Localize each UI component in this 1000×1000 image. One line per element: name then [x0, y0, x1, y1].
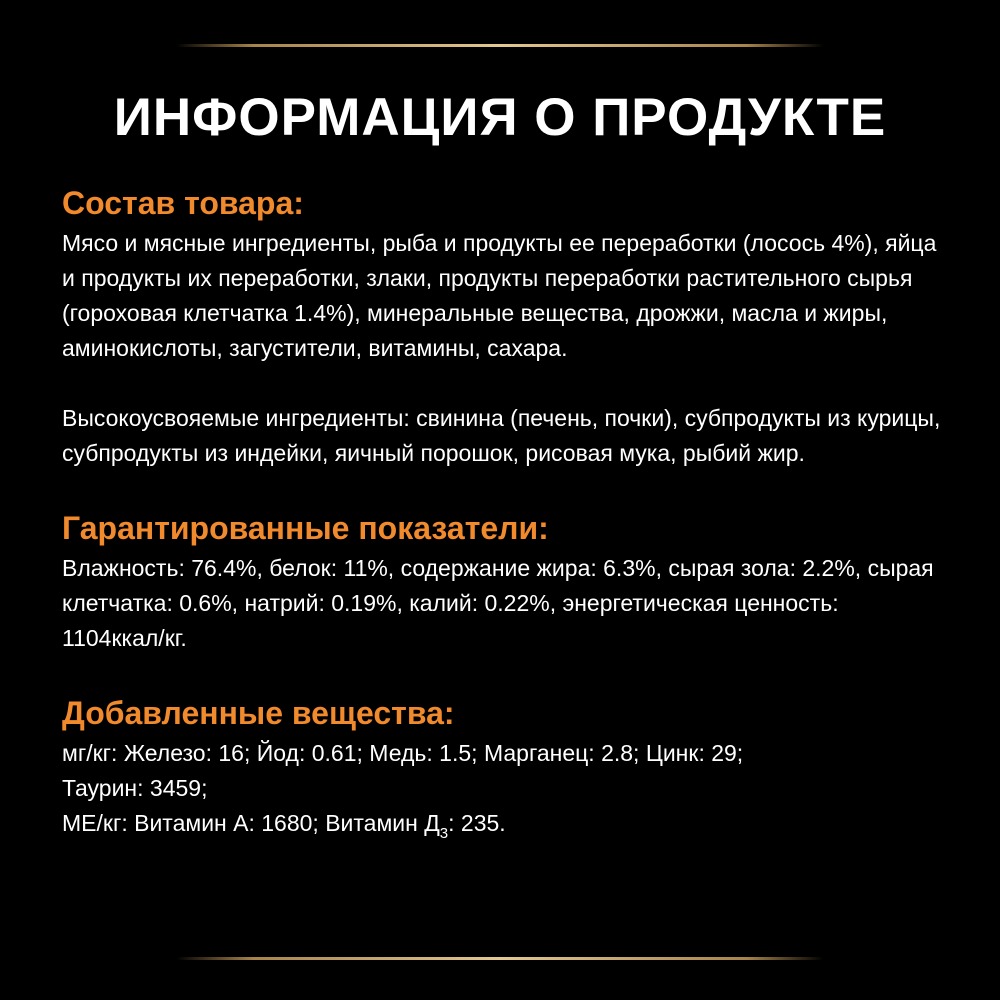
digestible-ingredients-paragraph: Высокоусвояемые ингредиенты: свинина (печень, почки), субпродукты из курицы, субпродукты из индейки, яичный порошок, рисовая мука, рыбий жир.	[62, 405, 941, 466]
vitamins-prefix: МЕ/кг: Витамин А: 1680; Витамин Д	[62, 810, 440, 836]
additives-list	[62, 736, 942, 841]
page-title: ИНФОРМАЦИЯ О ПРОДУКТЕ	[113, 88, 887, 147]
additives-line-vitamins	[62, 806, 942, 841]
bottom-gold-divider	[176, 957, 824, 960]
additives-line-taurine: Таурин: 3459;	[62, 775, 208, 801]
guaranteed-analysis-heading: Гарантированные показатели:	[62, 510, 549, 546]
guaranteed-analysis-paragraph: Влажность: 76.4%, белок: 11%, содержание жира: 6.3%, сырая зола: 2.2%, сырая клетчатка: 0.6%, натрий: 0.19%, калий: 0.22%, энергетическая ценность: 1104ккал/кг.	[62, 555, 934, 651]
vitamin-d-subscript: 3	[439, 825, 449, 842]
additives-line-minerals: мг/кг: Железо: 16; Йод: 0.61; Медь: 1.5; Марганец: 2.8; Цинк: 29;	[62, 740, 744, 766]
additives-heading: Добавленные вещества:	[62, 695, 455, 731]
product-info-content	[62, 180, 942, 841]
top-gold-divider	[176, 44, 824, 47]
composition-heading: Состав товара:	[62, 185, 304, 221]
vitamins-suffix: : 235.	[448, 810, 506, 836]
composition-paragraph: Мясо и мясные ингредиенты, рыба и продукты ее переработки (лосось 4%), яйца и продукты их переработки, злаки, продукты переработки растительного сырья (гороховая клетчатка 1.4%), минеральные вещества, дрожжи, масла и жиры, аминокислоты, загустители, витамины, сахара.	[62, 230, 937, 361]
